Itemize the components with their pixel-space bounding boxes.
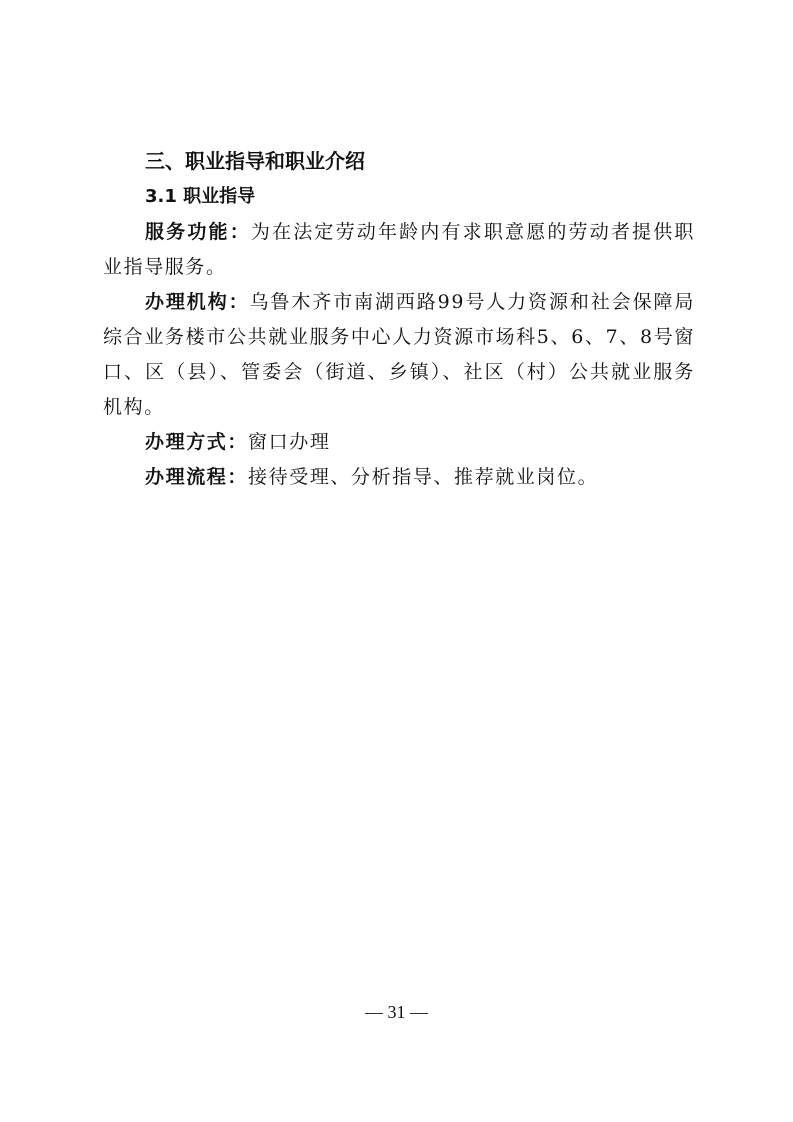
document-body	[103, 143, 695, 495]
paragraph-label: 办理机构：	[145, 291, 250, 313]
paragraph-text: 为在法定劳动年龄内有求职意愿的劳动者提供职业指导服务。	[103, 221, 695, 278]
sub-heading: 3.1 职业指导	[145, 186, 256, 207]
paragraph-label: 办理方式：	[145, 431, 249, 453]
section-heading: 三、职业指导和职业介绍	[145, 149, 365, 173]
paragraph-text: 接待受理、分析指导、推荐就业岗位。	[248, 466, 599, 488]
paragraph-label: 服务功能：	[145, 221, 251, 243]
paragraph-service-function	[103, 215, 695, 285]
paragraph-handling-method	[103, 425, 695, 460]
paragraph-handling-agency	[103, 285, 695, 425]
paragraph-text: 乌鲁木齐市南湖西路99号人力资源和社会保障局综合业务楼市公共就业服务中心人力资源市场科5、6、7、8号窗口、区（县）、管委会（街道、乡镇）、社区（村）公共就业服务机构。	[103, 291, 695, 418]
paragraph-handling-process	[103, 460, 695, 495]
paragraph-text: 窗口办理	[248, 431, 331, 453]
page-number: — 31 —	[365, 1002, 428, 1022]
paragraph-label: 办理流程：	[145, 466, 249, 488]
